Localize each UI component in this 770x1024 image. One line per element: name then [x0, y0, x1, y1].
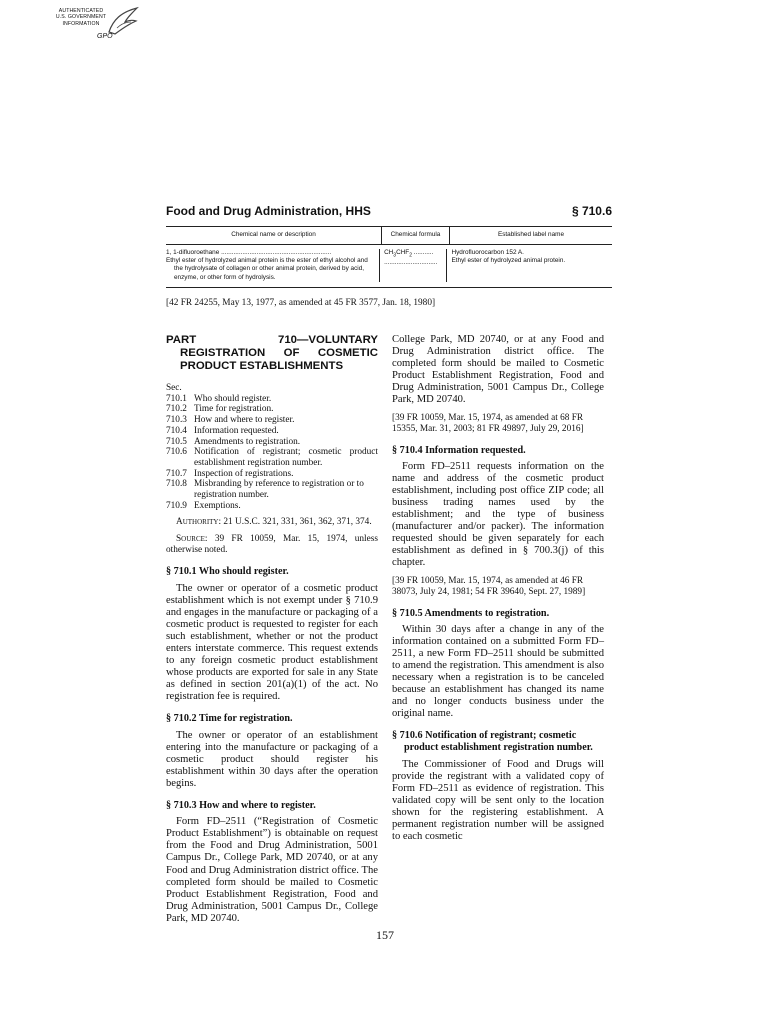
section-text-710-5: Within 30 days after a change in any of the information contained on a submitted Form FD–2511, a new Form FD–2511 should be submitted to amend the registration. This amendment is also necessary when a registration is to be canceled because an establishment has changed its name and no longer conducts business under the original name. [392, 623, 604, 720]
running-header-agency: Food and Drug Administration, HHS [166, 204, 371, 218]
section-text-710-3-continued: College Park, MD 20740, or at any Food and Drug Administration district office. The completed form should be mailed to Cosmetic Product Establishment Registration, Food and Drug Administration, 5001 Campus Dr., College Park, MD 20740. [392, 334, 604, 406]
gpo-authentication-seal [55, 6, 145, 48]
section-heading-710-5: § 710.5 Amendments to registration. [392, 607, 550, 619]
toc-entry: 710.4 Information requested. [166, 425, 279, 436]
toc-entry: 710.5 Amendments to registration. [166, 436, 301, 447]
table-cell-name: 1, 1-difluoroethane .............................................................. [166, 249, 332, 256]
source-label: Source: [176, 534, 208, 545]
section-text-710-1: The owner or operator of a cosmetic product establishment which is not exempt under § 710.9 and engages in the manufacture or packaging of a cosmetic product is requested to register for each such establishment, whether or not the product enters interstate commerce. This request extends to any foreign cosmetic product establishment whose products are exported for sale in any State as defined in section 201(a)(1) of the act. No registration fee is required. [166, 582, 378, 703]
toc-entry: 710.8 Misbranding by reference to registration or to registration number. [166, 479, 364, 501]
column-header-name: Chemical name or description [166, 227, 382, 244]
column-header-formula: Chemical formula [382, 227, 450, 244]
section-citation-710-4: [39 FR 10059, Mar. 15, 1974, as amended at 46 FR 38073, July 24, 1981; 54 FR 39640, Sept. 27, 1989] [392, 575, 586, 597]
section-heading-710-6: § 710.6 Notification of registrant; cosmetic product establishment registration number. [392, 730, 593, 754]
section-heading-710-1: § 710.1 Who should register. [166, 566, 289, 578]
section-heading-710-3: § 710.3 How and where to register. [166, 800, 316, 812]
authority-label: Authority: [176, 517, 222, 528]
table-body [166, 245, 612, 287]
page-number: 157 [376, 928, 394, 942]
section-text-710-4: Form FD–2511 requests information on the name and address of the cosmetic product establishment, including post office ZIP code; all business trading names used by the establishment; and the type of business (manufacturer and/or packer). The information requested should be given separately for each establishment as defined in § 700.3(j) of this chapter. [392, 460, 604, 569]
toc-entry: 710.2 Time for registration. [166, 404, 274, 415]
eagle-icon [103, 6, 143, 36]
table-of-contents [166, 383, 378, 511]
table-cell-formula: .............................. [384, 259, 438, 267]
seal-line-1: AUTHENTICATED [58, 8, 104, 14]
section-text-710-3: Form FD–2511 (“Registration of Cosmetic Product Establishment”) is obtainable on request from the Food and Drug Administration, 5001 Campus Dr., College Park, MD 20740, or at any Food and Drug Administration district office. The completed form should be mailed to Cosmetic Product Establishment Registration, Food and Drug Administration, 5001 Campus Dr., College Park, MD 20740. [166, 816, 378, 924]
toc-entry: 710.6 Notification of registrant; cosmetic product establishment registration number. [166, 447, 378, 468]
seal-line-2: U.S. GOVERNMENT [55, 14, 107, 21]
table-citation: [42 FR 24255, May 13, 1977, as amended at 45 FR 3577, Jan. 18, 1980] [166, 298, 436, 308]
part-heading: PART 710—VOLUNTARY REGISTRATION OF COSMETIC PRODUCT ESTABLISHMENTS [166, 334, 378, 372]
table-cell-label: Ethyl ester of hydrolyzed animal protein. [451, 257, 566, 265]
left-column [166, 334, 379, 924]
section-text-710-2: The owner or operator of an establishment entering into the manufacture or packaging of a cosmetic product should register his establishment within 30 days after the operation begins. [166, 729, 378, 789]
table-cell-formula: $CH_3CHF_2$ ........... [384, 249, 434, 259]
table-cell-label: Hydrofluorocarbon 152 A. [451, 249, 524, 256]
seal-gpo-text: GPO [97, 33, 113, 40]
section-heading-710-4: § 710.4 Information requested. [392, 444, 526, 456]
toc-entry: 710.7 Inspection of registrations. [166, 468, 294, 479]
table-cell-name: Ethyl ester of hydrolyzed animal protein is the ester of ethyl alcohol and the hydrolysate of collagen or other animal protein, derived by acid, enzyme, or other form of hydrolysis. [166, 257, 368, 281]
source-note [166, 534, 378, 556]
running-header-section: § 710.6 [571, 204, 612, 218]
toc-entry: 710.9 Exemptions. [166, 500, 241, 511]
table-header-row [166, 227, 612, 245]
right-column [392, 334, 604, 843]
section-heading-710-2: § 710.2 Time for registration. [166, 713, 293, 725]
toc-sec-label: Sec. [166, 383, 182, 393]
seal-line-3: INFORMATION [62, 20, 100, 27]
chemical-names-table [166, 226, 612, 288]
source-text: 39 FR 10059, Mar. 15, 1974, unless otherwise noted. [166, 534, 379, 556]
section-text-710-6: The Commissioner of Food and Drugs will provide the registrant with a validated copy of Form FD–2511 as evidence of registration. This validated copy will be sent only to the location shown for the registering establishment. A permanent registration number will be assigned to each cosmetic [392, 758, 604, 843]
column-header-label: Established label name [497, 231, 565, 239]
section-citation-710-3: [39 FR 10059, Mar. 15, 1974, as amended at 68 FR 15355, Mar. 31, 2003; 81 FR 49897, July 29, 2016] [392, 412, 584, 434]
toc-entry: 710.1 Who should register. [166, 393, 272, 404]
authority-text: 21 U.S.C. 321, 331, 361, 362, 371, 374. [223, 517, 372, 528]
toc-entry: 710.3 How and where to register. [166, 415, 295, 426]
authority-note [166, 517, 378, 528]
